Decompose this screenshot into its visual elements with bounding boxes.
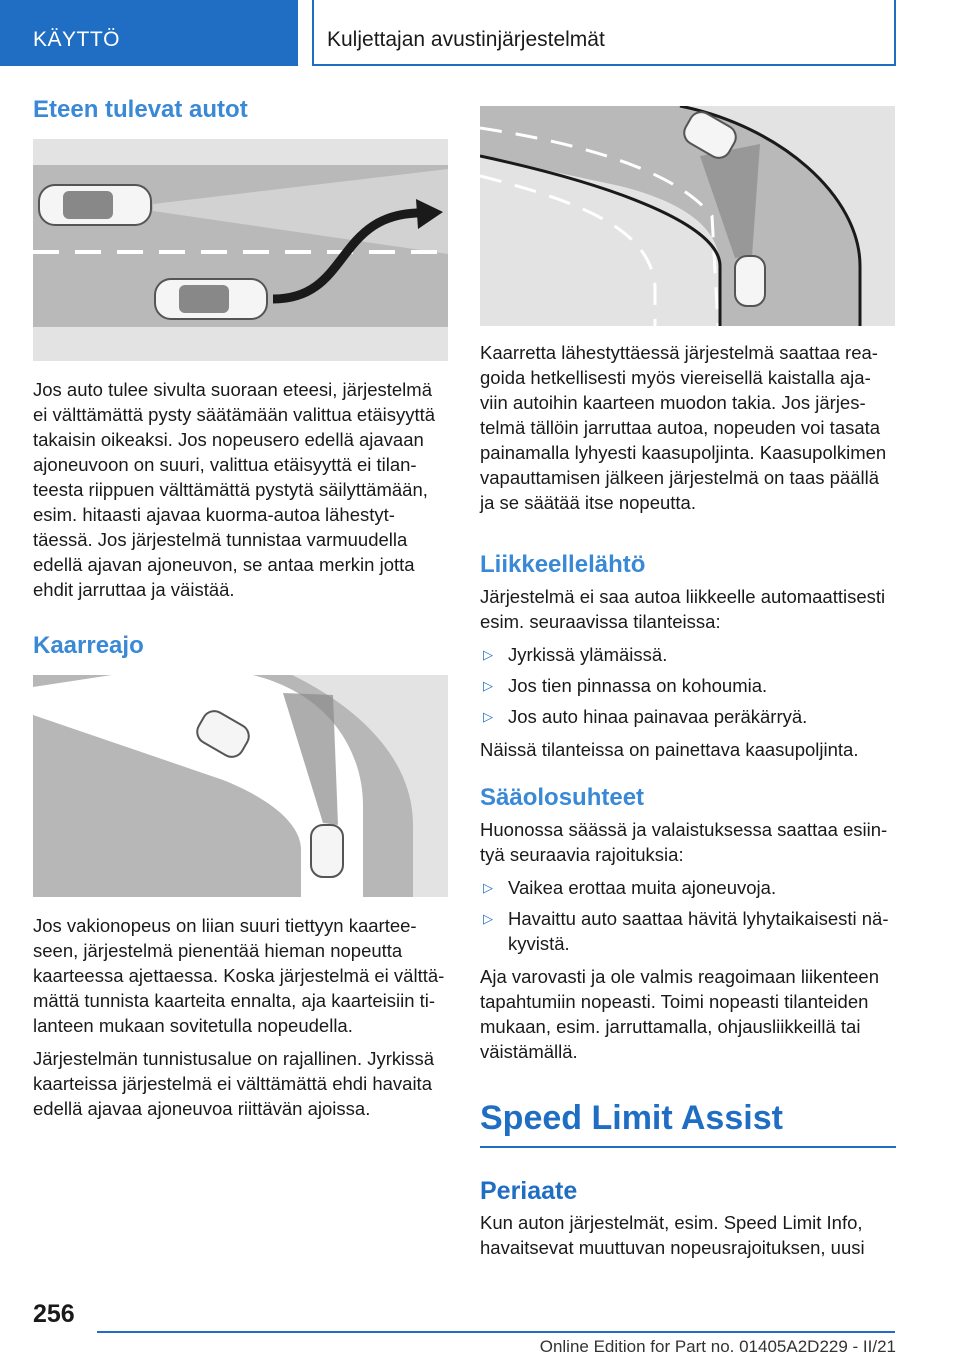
page-number: 256: [33, 1300, 75, 1328]
start-list: [480, 642, 896, 729]
paragraph: Järjestelmän tunnistusalue on rajallinen. Jyrkissä kaarteissa järjestelmä ei välttämättä ehdi havaita edellä ajavaa ajoneuvoa riittävän ajoissa.: [33, 1047, 435, 1119]
car-icon: [735, 256, 765, 306]
triangle-bullet-icon: ▷: [483, 879, 493, 895]
paragraph: Kaarretta lähestyttäessä järjestelmä saattaa rea-goida hetkellisesti myös viereisellä kaistalla aja-viin autoihin kaarteen muodon takia. Jos järjes-telmä tällöin jarruttaa autoa, nopeuden voi tasata painamalla lyhyesti kaasupoljinta. Kaasupolkimen vapauttamisen jälkeen järjestelmä on taas päällä ja se säätää itse nopeutta.: [480, 342, 887, 513]
edition-info: Online Edition for Part no. 01405A2D229 - II/21: [539, 1337, 896, 1356]
section-title: KÄYTTÖ: [33, 28, 121, 51]
paragraph: Aja varovasti ja ole valmis reagoimaan liikenteen tapahtumiin nopeasti. Toimi nopeasti tilanteiden mukaan, esim. jarruttamalla, ohjausliikkeillä tai väistämällä.: [480, 965, 879, 1062]
paragraph: Järjestelmä ei saa autoa liikkeelle automaattisesti esim. seuraavissa tilanteissa:: [480, 585, 886, 632]
triangle-bullet-icon: ▷: [483, 677, 493, 693]
paragraph: Jos auto tulee sivulta suoraan eteesi, järjestelmä ei välttämättä pysty säätämään valittua etäisyyttä takaisin oikeaksi. Jos nopeusero edellä ajavaan ajoneuvoon on suuri, valittua etäisyyttä ei tilan-teesta riippuen välttämättä pystytä säilyttämään, esim. hitaasti ajavaa kuorma-autoa lähestyt-täessä. Jos järjestelmä tunnistaa varmuudella edellä ajavan ajoneuvon, se antaa merkin jotta ehdit jarruttaa ja väistää.: [33, 378, 436, 600]
paragraph: Jos vakionopeus on liian suuri tiettyyn kaartee-seen, järjestelmä pienentää hieman nopeutta kaarteessa ajettaessa. Koska järjestelmä ei välttä-mättä tunnista kaarteita ennalta, aja kaarteisiin ti-lanteen mukaan sovitetulla nopeudella.: [33, 914, 445, 1036]
triangle-bullet-icon: ▷: [483, 708, 493, 724]
illustration-curve-driving: [33, 675, 448, 897]
heading-curves: Kaarreajo: [33, 631, 144, 659]
triangle-bullet-icon: ▷: [483, 910, 493, 926]
chapter-title: Kuljettajan avustinjärjestelmät: [327, 28, 605, 51]
paragraph: Kun auton järjestelmät, esim. Speed Limit Info, havaitsevat muuttuvan nopeusrajoituksen, uusi: [480, 1211, 865, 1258]
heading-start: Liikkeellelähtö: [480, 551, 646, 578]
section-tab: [0, 0, 298, 66]
list-item: ▷ Jos tien pinnassa on kohoumia.: [483, 674, 768, 696]
heading-principle: Periaate: [480, 1176, 578, 1205]
footer-divider: [97, 1331, 895, 1333]
heading-cut-in: Eteen tulevat autot: [33, 96, 248, 123]
weather-list: [480, 875, 896, 956]
car-ahead-icon: [39, 185, 151, 225]
left-column: [33, 96, 448, 1129]
illustration-cut-in: [33, 139, 448, 361]
list-item: ▷ Vaikea erottaa muita ajoneuvoja.: [483, 876, 777, 898]
list-item: ▷ Jos auto hinaa painavaa peräkärryä.: [483, 705, 808, 727]
page-header: [0, 0, 960, 66]
paragraph: Huonossa säässä ja valaistuksessa saattaa esiin-tyä seuraavia rajoituksia:: [480, 818, 888, 865]
own-car-icon: [155, 279, 267, 319]
illustration-adjacent-lane: [480, 106, 895, 326]
list-item: ▷ Jyrkissä ylämäissä.: [483, 643, 668, 665]
paragraph: Näissä tilanteissa on painettava kaasupoljinta.: [480, 738, 859, 760]
heading-weather: Sääolosuhteet: [480, 783, 645, 811]
triangle-bullet-icon: ▷: [483, 646, 493, 662]
chapter-tab: [312, 0, 896, 66]
list-item: ▷ Havaittu auto saattaa hävitä lyhytaikaisesti nä-kyvistä.: [483, 907, 889, 954]
car-icon: [311, 825, 343, 877]
right-column: [480, 106, 896, 1268]
main-heading: Speed Limit Assist: [480, 1096, 896, 1148]
